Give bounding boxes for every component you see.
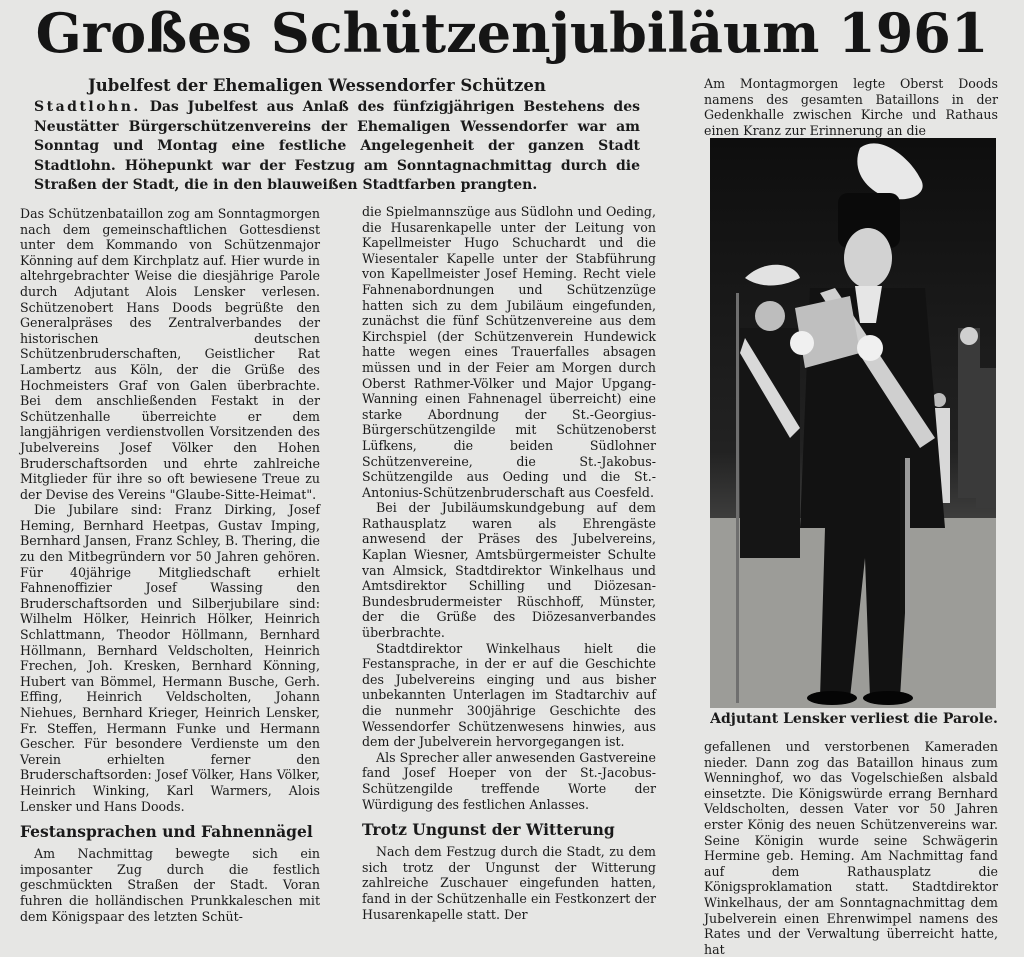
subtitle: Jubelfest der Ehemaligen Wessendorfer Schützen: [88, 76, 546, 95]
column-2-paragraph: Stadtdirektor Winkelhaus hielt die Festansprache, in der er auf die Geschichte des Jubelvereins einging und aus bisher unbekannten Unterlagen im Stadtarchiv auf die nunmehr 300jährige Geschichte des Wessendorfer Schützenwesens hinwies, aus dem der Jubelverein hervorgegangen ist.: [362, 640, 656, 750]
column-1-paragraph: Am Nachmittag bewegte sich ein imposanter Zug durch die festlich geschmückten Straßen der Stadt. Voran fuhren die holländischen Prunkkaleschen mit dem Königspaar des letzten Schüt-: [20, 846, 320, 924]
photo-caption: Adjutant Lensker verliest die Parole.: [710, 711, 998, 727]
column-2: [362, 204, 656, 922]
column-2-paragraph: Als Sprecher aller anwesenden Gastvereine fand Josef Hoeper von der St.-Jacobus-Schützengilde treffende Worte der Würdigung des festlichen Anlasses.: [362, 749, 656, 812]
column-2-paragraph: die Spielmannszüge aus Südlohn und Oeding, die Husarenkapelle unter der Leitung von Kapellmeister Hugo Schuchardt und die Wiesentaler Kapelle unter der Stabführung von Kapellmeister Josef Heming. Recht viele Fahnenabordnungen und Schützenzüge hatten sich zu dem Jubiläum eingefunden, zunächst die fünf Schützenvereine aus dem Kirchspiel (der Schützenverein Hundewick hatte wegen eines Trauerfalles absagen müssen und in der Feier am Morgen durch Oberst Rathmer-Völker und Major Upgang-Wanning einen Fahnenagel überreicht) eine starke Abordnung der St.-Georgius-Bürgerschützengilde mit Schützenoberst Lüfkens, die beiden Südlohner Schützenvereine, die St.-Jakobus-Schützengilde aus Oeding und die St.-Antonius-Schützenbruderschaft aus Coesfeld.: [362, 204, 656, 500]
lead-text: Das Jubelfest aus Anlaß des fünfzigjährigen Bestehens des Neustätter Bürgerschützenvereins der Ehemaligen Wessendorfer war am Sonntag und Montag eine festliche Angelegenheit der ganzen Stadt Stadtlohn. Höhepunkt war der Festzug am Sonntagnachmittag durch die Straßen der Stadt, die in den blauweißen Stadtfarben prangten.: [34, 99, 640, 193]
column-1-paragraph: Die Jubilare sind: Franz Dirking, Josef Heming, Bernhard Heetpas, Gustav Imping, Bernhard Jansen, Franz Schley, B. Thering, die zu den Mitbegründern vor 50 Jahren gehören. Für 40jährige Mitgliedschaft erhielt Fahnenoffizier Josef Wassing den Bruderschaftsorden und Silberjubilare sind: Wilhelm Hölker, Heinrich Hölker, Heinrich Schlattmann, Theodor Höllmann, Bernhard Höllmann, Bernhard Veldscholten, Heinrich Frechen, Joh. Kresken, Bernhard Könning, Hubert van Bömmel, Hermann Busche, Gerh. Effing, Heinrich Veldscholten, Johann Niehues, Bernhard Krieger, Heinrich Lensker, Fr. Steffen, Hermann Funke und Hermann Gescher. Für besondere Verdienste um den Verein erhielten ferner den Bruderschaftsorden: Josef Völker, Hans Völker, Heinrich Winking, Karl Warmers, Alois Lensker und Hans Doods.: [20, 502, 320, 814]
photo-illustration: [710, 138, 996, 708]
column-1-paragraph: Das Schützenbataillon zog am Sonntagmorgen nach dem gemeinschaftlichen Gottesdienst unter dem Kommando von Schützenmajor Könning auf dem Kirchplatz auf. Hier wurde in altehrgebrachter Weise die diesjährige Parole durch Adjutant Alois Lensker verlesen. Schützenobert Hans Doods begrüßte den Generalpräses des Zentralverbandes der historischen deutschen Schützenbruderschaften, Geistlicher Rat Lambertz aus Köln, der die Grüße des Hochmeisters Graf von Galen überbrachte. Bei dem anschließenden Festakt in der Schützenhalle überreichte er dem langjährigen verdienstvollen Vorsitzenden des Jubelvereins Josef Völker den Hohen Bruderschaftsorden und ehrte zahlreiche Mitglieder für ihre so oft bewiesene Treue zu der Devise des Vereins "Glaube-Sitte-Heimat".: [20, 206, 320, 502]
column-3-paragraph: gefallenen und verstorbenen Kameraden nieder. Dann zog das Bataillon hinaus zum Wenninghof, wo das Vogelschießen alsbald einsetzte. Die Königswürde errang Bernhard Veldscholten, dessen Vater vor 50 Jahren erster König des neuen Schützenvereins war. Seine Königin wurde seine Schwägerin Hermine geb. Heming. Am Nachmittag fand auf dem Rathausplatz die Königsproklamation statt. Stadtdirektor Winkelhaus, der am Sonntagnachmittag dem Jubelverein einen Ehrenwimpel namens des Rates und der Verwaltung überreicht hatte, hat: [704, 739, 998, 957]
column-3-bottom: [704, 739, 998, 957]
lead-paragraph: [34, 98, 640, 196]
column-1: [20, 206, 320, 924]
headline: Großes Schützenjubiläum 1961: [35, 1, 989, 65]
section-heading: Trotz Ungunst der Witterung: [362, 820, 615, 840]
column-3-top: [704, 76, 998, 138]
column-2-paragraph: Bei der Jubiläumskundgebung auf dem Rathausplatz waren als Ehrengäste anwesend der Präses des Jubelvereins, Kaplan Wiesner, Amtsbürgermeister Schulte van Almsick, Stadtdirektor Winkelhaus und Amtsdirektor Schilling und Diözesan-Bundesbrudermeister Rüschhoff, Münster, der die Grüße des Diözesanverbandes überbrachte.: [362, 500, 656, 641]
photograph: [710, 138, 996, 708]
section-heading: Festansprachen und Fahnennägel: [20, 822, 313, 842]
column-2-paragraph: Nach dem Festzug durch die Stadt, zu dem sich trotz der Ungunst der Witterung zahlreiche Zuschauer eingefunden hatten, fand in der Schützenhalle ein Festkonzert der Husarenkapelle statt. Der: [362, 844, 656, 922]
column-3-paragraph: Am Montagmorgen legte Oberst Doods namens des gesamten Bataillons in der Gedenkhalle zwischen Kirche und Rathaus einen Kranz zur Erinnerung an die: [704, 76, 998, 138]
lead-place: Stadtlohn.: [34, 99, 141, 115]
